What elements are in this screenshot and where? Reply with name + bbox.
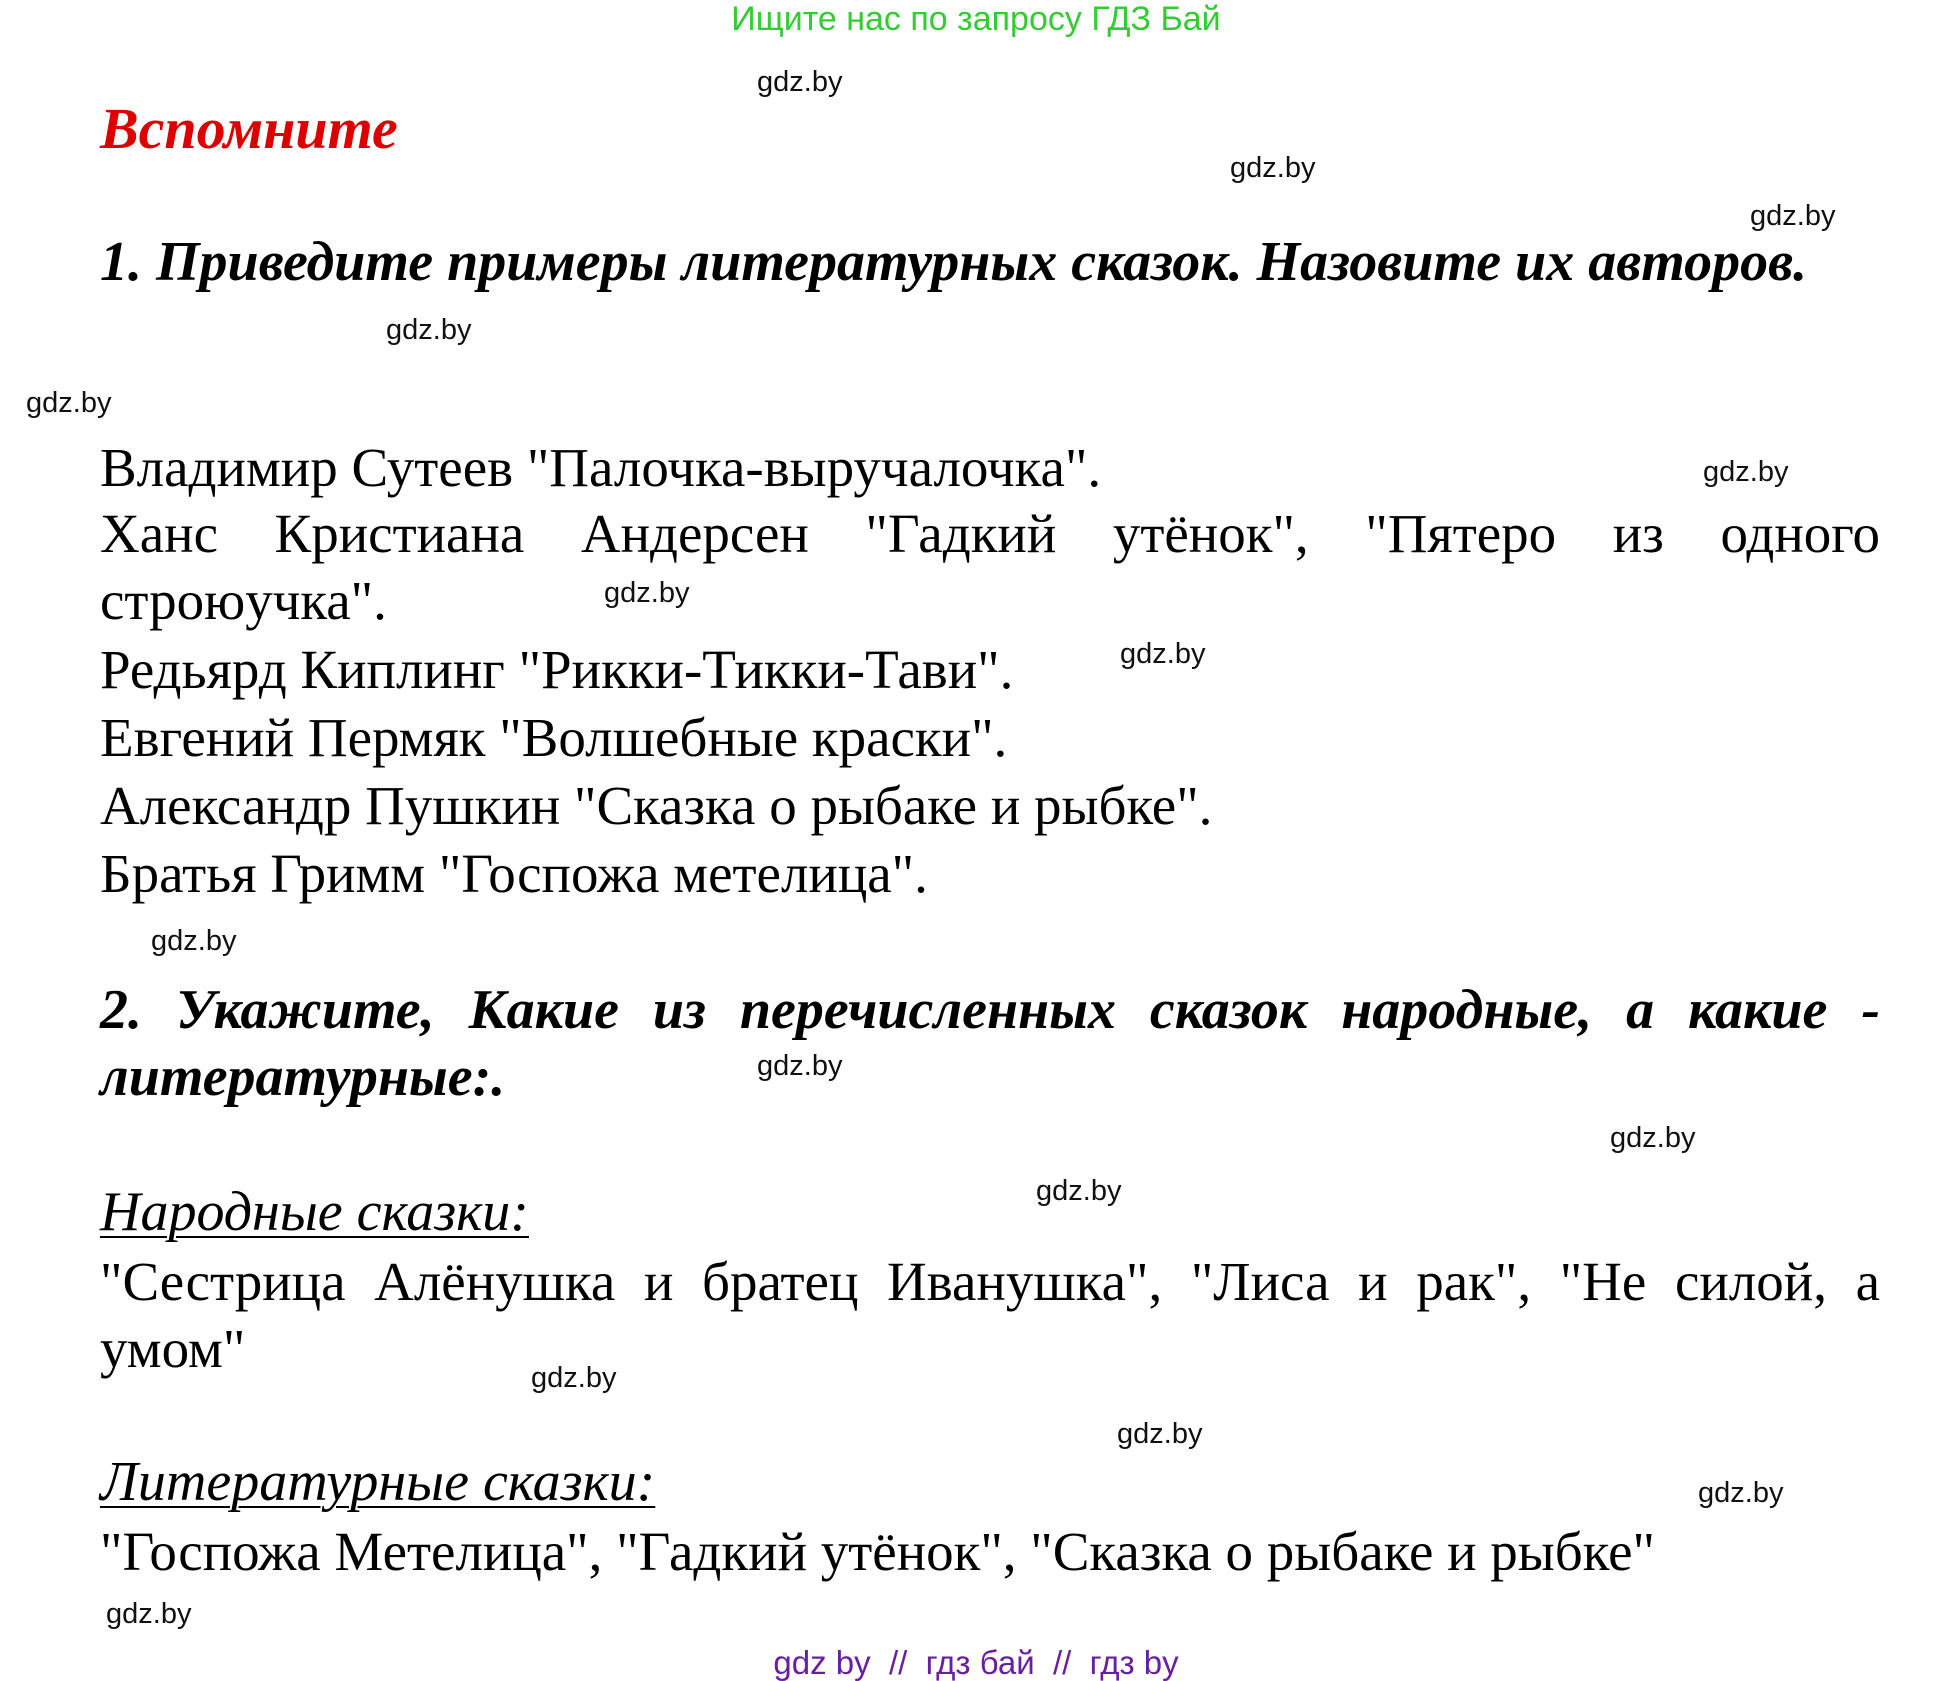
watermark: gdz.by xyxy=(1120,638,1206,670)
watermark: gdz.by xyxy=(1698,1477,1784,1509)
watermark: gdz.by xyxy=(151,925,237,957)
question-1: 1. Приведите примеры литературных сказок. Назовите их авторов. xyxy=(100,231,1808,293)
watermark: gdz.by xyxy=(1703,456,1789,488)
literary-tales-list: "Госпожа Метелица", "Гадкий утёнок", "Сказка о рыбаке и рыбке" xyxy=(100,1521,1655,1582)
answer-item: Евгений Пермяк "Волшебные краски". xyxy=(100,707,1008,768)
literary-tales-heading: Литературные сказки: xyxy=(100,1451,656,1513)
watermark: gdz.by xyxy=(757,1050,843,1082)
watermark: gdz.by xyxy=(1117,1418,1203,1450)
watermark: gdz.by xyxy=(106,1598,192,1630)
watermark: gdz.by xyxy=(531,1362,617,1394)
folk-tales-list: "Сестрица Алёнушка и братец Иванушка", "Лиса и рак", "Не силой, а умом" xyxy=(100,1251,1880,1379)
watermark: gdz.by xyxy=(26,387,112,419)
answer-item: Владимир Сутеев "Палочка-выручалочка". xyxy=(100,437,1102,498)
watermark: gdz.by xyxy=(604,577,690,609)
search-banner: Ищите нас по запросу ГДЗ Бай xyxy=(731,0,1221,38)
watermark: gdz.by xyxy=(1750,200,1836,232)
answer-item: Ханс Кристиана Андерсен "Гадкий утёнок", "Пятеро из одного строюучка". xyxy=(100,503,1880,631)
question-2: 2. Укажите, Какие из перечисленных сказок народные, а какие - литературные:. xyxy=(100,979,1880,1108)
folk-tales-heading: Народные сказки: xyxy=(100,1181,529,1243)
watermark: gdz.by xyxy=(757,66,843,98)
watermark: gdz.by xyxy=(1036,1175,1122,1207)
footer-links: gdz by // гдз бай // гдз by xyxy=(773,1644,1179,1681)
section-title: Вспомните xyxy=(100,96,398,161)
answer-item: Братья Гримм "Госпожа метелица". xyxy=(100,843,928,904)
answer-item: Александр Пушкин "Сказка о рыбаке и рыбке". xyxy=(100,775,1213,836)
answer-item: Редьярд Киплинг "Рикки-Тикки-Тави". xyxy=(100,639,1014,700)
watermark: gdz.by xyxy=(1610,1122,1696,1154)
watermark: gdz.by xyxy=(1230,152,1316,184)
watermark: gdz.by xyxy=(386,314,472,346)
